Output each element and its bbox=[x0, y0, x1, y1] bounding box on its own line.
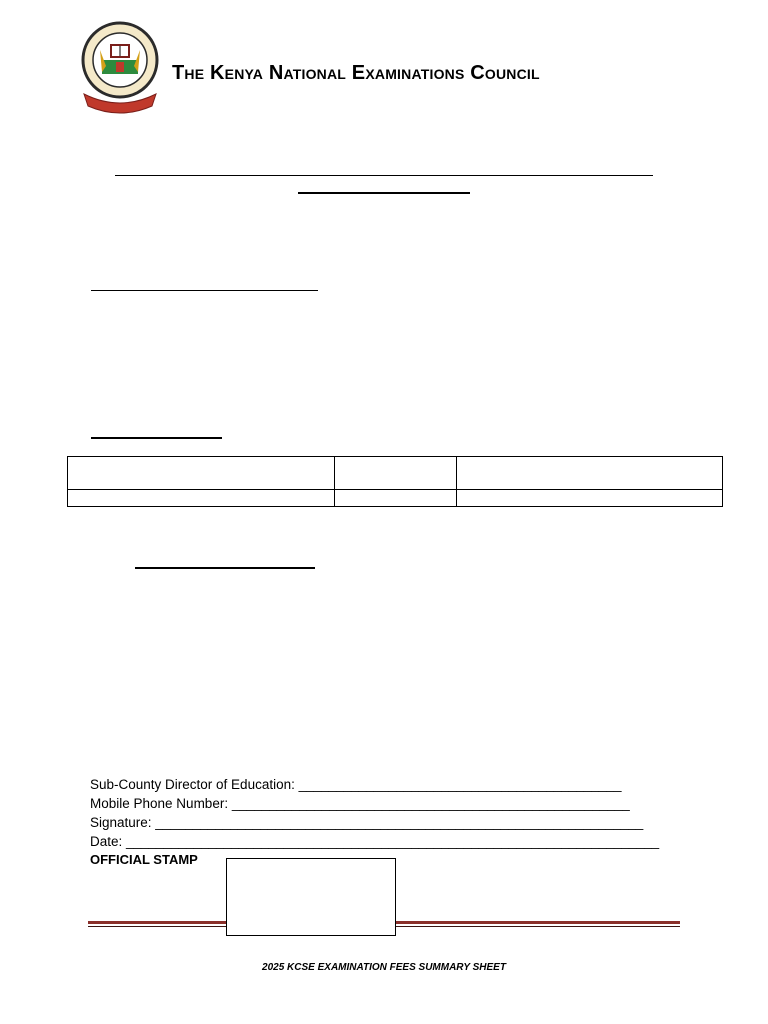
signature-field: Signature: _________________________________________________________________ bbox=[90, 815, 644, 830]
table-cell bbox=[457, 490, 723, 507]
official-stamp-label: OFFICIAL STAMP bbox=[90, 852, 198, 867]
table-cell bbox=[335, 457, 457, 490]
official-stamp-box bbox=[226, 858, 396, 936]
table-cell bbox=[457, 457, 723, 490]
fees-table bbox=[67, 456, 723, 507]
phone-field: Mobile Phone Number: _____________________________________________________ bbox=[90, 796, 630, 811]
blank-subtitle-line bbox=[298, 192, 470, 194]
date-field: Date: _______________________________________________________________________ bbox=[90, 834, 660, 849]
table-cell bbox=[68, 457, 335, 490]
signature-block bbox=[90, 775, 659, 851]
organization-title: The Kenya National Examinations Council bbox=[172, 62, 540, 84]
blank-title-line bbox=[115, 175, 653, 176]
blank-field-line bbox=[91, 290, 318, 291]
table-row bbox=[68, 490, 723, 507]
table-cell bbox=[68, 490, 335, 507]
table-header-row bbox=[68, 457, 723, 490]
knec-seal-logo bbox=[80, 20, 160, 118]
footer-caption: 2025 KCSE EXAMINATION FEES SUMMARY SHEET bbox=[262, 962, 506, 973]
blank-section-line-2 bbox=[135, 567, 315, 569]
blank-section-line bbox=[91, 437, 222, 439]
table-cell bbox=[335, 490, 457, 507]
director-field: Sub-County Director of Education: ___________________________________________ bbox=[90, 777, 622, 792]
seal-emblem-icon bbox=[80, 20, 160, 118]
